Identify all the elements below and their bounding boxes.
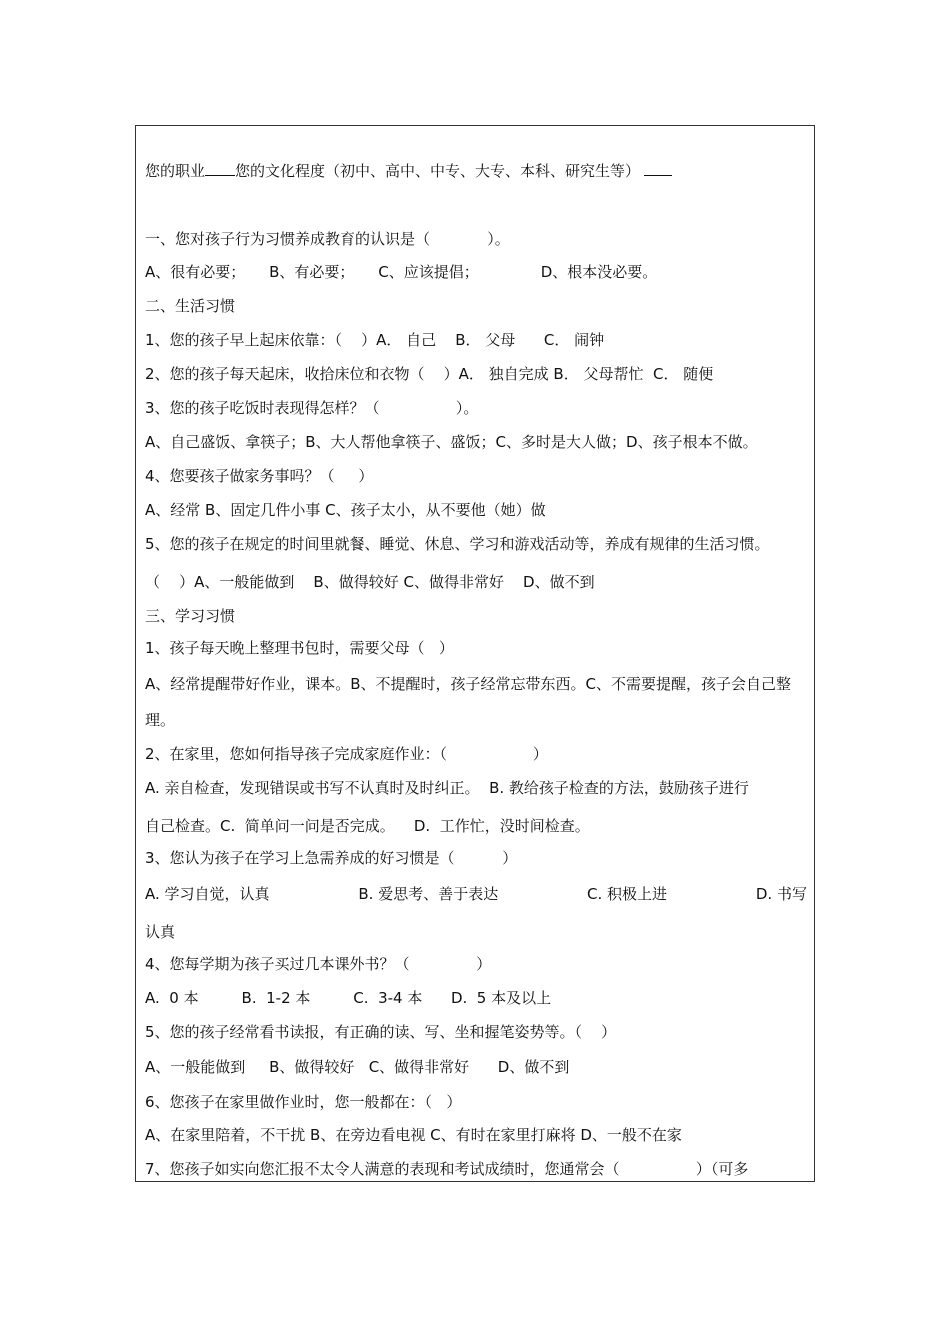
occupation-blank[interactable] [205, 161, 235, 176]
option-line: A、经常 B、固定几件小事 C、孩子太小，从不要他（她）做 [145, 501, 546, 519]
option-line: （ ）A、一般能做到 B、做得较好 C、做得非常好 D、做不到 [145, 573, 595, 591]
option-d: D. 书写 [755, 885, 807, 903]
option-line: A. 0 本 B. 1-2 本 C. 3-4 本 D. 5 本及以上 [145, 989, 552, 1007]
education-blank[interactable] [644, 161, 672, 176]
question-text: 7、您孩子如实向您汇报不太令人满意的表现和考试成绩时，您通常会（ ）（可多 [145, 1160, 749, 1178]
question-text: 4、您要孩子做家务事吗？（ ） [145, 467, 374, 485]
question-text: 3、您认为孩子在学习上急需养成的好习惯是（ ） [145, 849, 518, 867]
option-line: A、很有必要； B、有必要； C、应该提倡； D、根本没必要。 [145, 263, 658, 281]
option-c: C. 积极上进 [587, 885, 668, 903]
question-text: 5、您的孩子经常看书读报，有正确的读、写、坐和握笔姿势等。（ ） [145, 1023, 617, 1041]
question-text: 4、您每学期为孩子买过几本课外书？（ ） [145, 955, 492, 973]
option-line-continued: 理。 [145, 711, 176, 729]
question-text: 2、您的孩子每天起床，收拾床位和衣物（ ）A． 独自完成 B． 父母帮忙 C． 随便 [145, 365, 714, 383]
question-text: 3、您的孩子吃饭时表现得怎样？（ ）。 [145, 399, 479, 417]
section-heading: 二、生活习惯 [145, 297, 236, 315]
option-line-justified [145, 884, 807, 904]
option-line-continued: 认真 [145, 923, 176, 941]
header-line [145, 161, 672, 181]
question-text: 6、您孩子在家里做作业时，您一般都在：（ ） [145, 1093, 462, 1111]
option-line: A、经常提醒带好作业，课本。B、不提醒时，孩子经常忘带东西。C、不需要提醒，孩子会自己整 [145, 675, 792, 693]
option-line: A、自己盛饭、拿筷子；B、大人帮他拿筷子、盛饭；C、多时是大人做；D、孩子根本不做。 [145, 433, 758, 451]
education-label: 您的文化程度（初中、高中、中专、大专、本科、研究生等） [235, 162, 641, 180]
option-line: A. 亲自检查，发现错误或书写不认真时及时纠正。 B. 教给孩子检查的方法，鼓励孩子进行 [145, 779, 749, 797]
option-b: B. 爱思考、善于表达 [358, 885, 499, 903]
section-heading: 三、学习习惯 [145, 607, 236, 625]
option-line: A、在家里陪着，不干扰 B、在旁边看电视 C、有时在家里打麻将 D、一般不在家 [145, 1126, 682, 1144]
question-text: 2、在家里，您如何指导孩子完成家庭作业：（ ） [145, 745, 548, 763]
option-a: A. 学习自觉，认真 [145, 885, 270, 903]
question-text: 5、您的孩子在规定的时间里就餐、睡觉、休息、学习和游戏活动等，养成有规律的生活习惯。 [145, 535, 770, 553]
occupation-label: 您的职业 [145, 162, 206, 180]
option-line: A、一般能做到 B、做得较好 C、做得非常好 D、做不到 [145, 1058, 570, 1076]
option-line-continued: 自己检查。C. 简单问一问是否完成。 D. 工作忙，没时间检查。 [145, 817, 590, 835]
question-text: 1、孩子每天晚上整理书包时，需要父母（ ） [145, 639, 454, 657]
question-text: 一、您对孩子行为习惯养成教育的认识是（ ）。 [145, 230, 510, 248]
question-text: 1、您的孩子早上起床依靠：（ ）A． 自己 B． 父母 C． 闹钟 [145, 331, 605, 349]
